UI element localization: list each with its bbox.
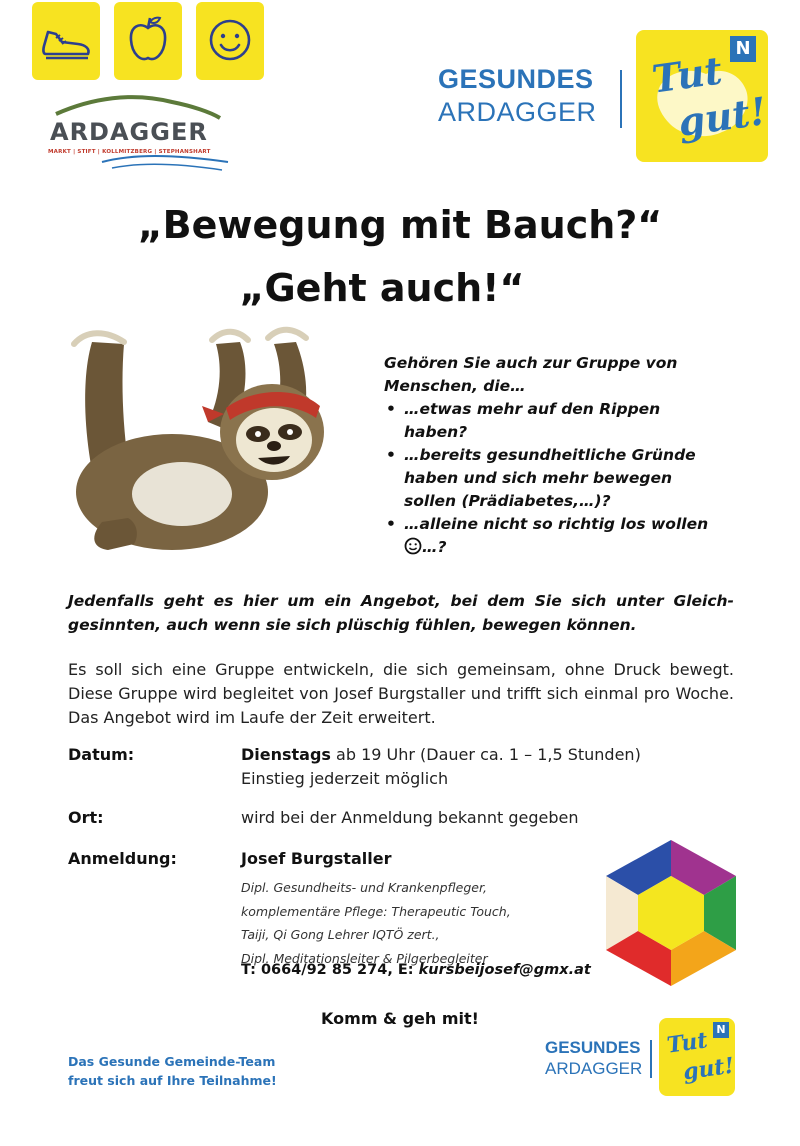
logo-divider xyxy=(620,70,622,128)
date-value xyxy=(241,743,641,791)
badge-gut: gut! xyxy=(675,88,770,145)
ardagger-wordmark: ARDAGGER xyxy=(50,118,208,146)
running-shoe-icon xyxy=(38,12,94,68)
intro-bullet-3 xyxy=(384,513,724,559)
place-value: wird bei der Anmeldung bekannt gegeben xyxy=(241,808,579,827)
place-label: Ort: xyxy=(68,808,104,827)
footer-logo-divider xyxy=(650,1040,652,1078)
team-line-1: Das Gesunde Gemeinde-Team xyxy=(68,1054,276,1069)
apple-icon xyxy=(120,12,176,68)
tut-gut-badge xyxy=(636,30,768,162)
intro-block xyxy=(384,352,724,559)
intro-question: Gehören Sie auch zur Gruppe von Menschen, die… xyxy=(384,354,678,395)
page-title-line-2: „Geht auch!“ xyxy=(239,266,525,310)
ardagger-label: ARDAGGER xyxy=(438,97,597,127)
intro-bullet-3-tail: …? xyxy=(422,538,447,556)
ardagger-subtitle: MARKT | STIFT | KOLLMITZBERG | STEPHANSHART xyxy=(48,149,211,155)
hexagon-graphic xyxy=(606,840,736,986)
date-note: Einstieg jederzeit möglich xyxy=(241,769,449,788)
smiley-inline-icon xyxy=(404,537,422,555)
footer-gesundes-label: GESUNDES xyxy=(545,1038,641,1057)
smiley-icon-box xyxy=(196,2,264,80)
email-link[interactable]: kursbeijosef@gmx.at xyxy=(418,962,591,978)
gesundes-label: GESUNDES xyxy=(438,64,594,94)
call-to-action: Komm & geh mit! xyxy=(321,1009,479,1028)
credential-line-4: Dipl. Meditationsleiter & Pilgerbegleiter xyxy=(241,950,488,966)
date-label: Datum: xyxy=(68,745,135,764)
intro-bullet-2: • …bereits gesundheitliche Gründe haben und sich mehr bewegen sollen (Prädiabetes,…)? xyxy=(384,444,724,513)
running-shoe-icon-box xyxy=(32,2,100,80)
team-note xyxy=(68,1052,277,1090)
credential-line-2: komplementäre Pflege: Therapeutic Touch, xyxy=(241,903,511,919)
smiley-icon xyxy=(202,12,258,68)
intro-bullet-1: • …etwas mehr auf den Rippen haben? xyxy=(384,398,724,444)
footer-badge-gut: gut! xyxy=(681,1052,736,1086)
team-line-2: freut sich auf Ihre Teilnahme! xyxy=(68,1073,277,1088)
credential-line-1: Dipl. Gesundheits- und Krankenpfleger, xyxy=(241,880,487,895)
contact-name: Josef Burgstaller xyxy=(241,849,392,868)
credential-line-3: Taiji, Qi Gong Lehrer IQTÖ zert., xyxy=(241,927,440,942)
description-paragraph: Es soll sich eine Gruppe entwickeln, die sich gemeinsam, ohne Druck bewegt. Diese Gruppe wird begleitet von Josef Burgstaller und trifft sich einmal pro Woche. Das Angebot wird im Laufe der Zeit erweitert. xyxy=(68,660,734,727)
phone: T: 0664/92 85 274, E: xyxy=(241,962,419,978)
intro-bullet-list xyxy=(384,398,724,559)
contact-line xyxy=(241,962,591,978)
badge-tut: Tut xyxy=(649,47,725,102)
footer-badge-tut: Tut xyxy=(665,1027,710,1059)
registration-label: Anmeldung: xyxy=(68,849,177,868)
footer-ardagger-label: ARDAGGER xyxy=(545,1059,643,1078)
date-day: Dienstags xyxy=(241,745,331,764)
footer-badge-corner-n: N xyxy=(713,1022,729,1038)
page-title-line-1: „Bewegung mit Bauch?“ xyxy=(137,203,663,247)
apple-icon-box xyxy=(114,2,182,80)
date-time: ab 19 Uhr (Dauer ca. 1 – 1,5 Stunden) xyxy=(330,745,641,764)
sloth-illustration xyxy=(62,322,362,572)
credentials xyxy=(241,876,511,970)
intro-bullet-3-text: …alleine nicht so richtig los wollen xyxy=(404,515,709,533)
lead-paragraph: Jedenfalls geht es hier um ein Angebot, bei dem Sie sich unter Gleich-gesinnten, auch wenn sie sich plüschig fühlen, bewegen können. xyxy=(68,592,734,634)
ardagger-logo xyxy=(42,92,232,176)
footer-tut-gut-badge xyxy=(659,1018,735,1096)
badge-corner-n: N xyxy=(730,36,756,62)
